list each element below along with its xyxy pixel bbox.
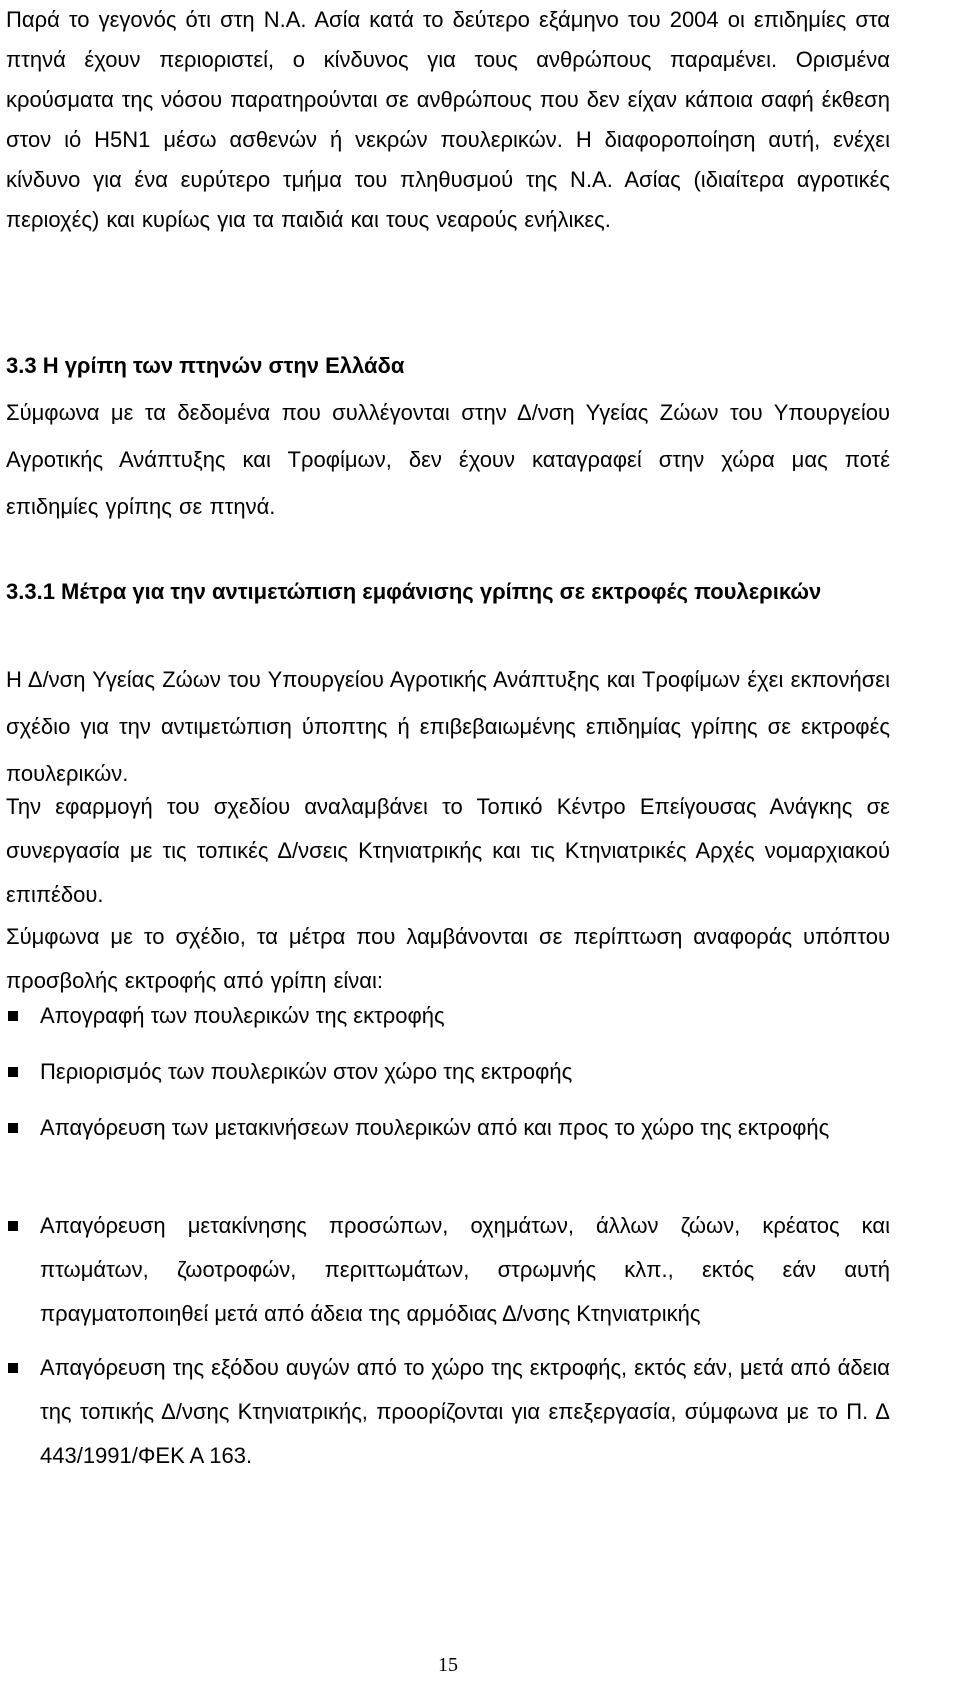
page-number: 15 xyxy=(438,1654,458,1676)
list-item-text: Περιορισμός των πουλερικών στον χώρο της εκτροφής xyxy=(40,1059,573,1084)
list-item-text: Απογραφή των πουλερικών της εκτροφής xyxy=(40,1003,445,1028)
square-bullet-icon xyxy=(8,1067,18,1077)
square-bullet-icon xyxy=(8,1011,18,1021)
square-bullet-icon xyxy=(8,1221,18,1231)
list-item-text: Απαγόρευση μετακίνησης προσώπων, οχημάτων, άλλων ζώων, κρέατος και πτωμάτων, ζωοτροφών, περιττωμάτων, στρωμνής κλπ., εκτός εάν αυτή πραγματοποιηθεί μετά από άδεια της αρμόδιας Δ/νσης Κτηνιατρικής xyxy=(40,1213,890,1326)
measures-intro-paragraph: Σύμφωνα με το σχέδιο, τα μέτρα που λαμβάνονται σε περίπτωση αναφοράς υπόπτου προσβολής εκτροφής από γρίπη είναι: xyxy=(6,924,890,993)
intro-paragraph: Παρά το γεγονός ότι στη Ν.Α. Ασία κατά το δεύτερο εξάμηνο του 2004 οι επιδημίες στα πτηνά έχουν περιοριστεί, ο κίνδυνος για τους ανθρώπους παραμένει. Ορισμένα κρούσματα της νόσου παρατηρούνται σε ανθρώπους που δεν είχαν κάποια σαφή έκθεση στον ιό H5N1 μέσω ασθενών ή νεκρών πουλερικών. Η διαφοροποίηση αυτή, ενέχει κίνδυνο για ένα ευρύτερο τμήμα του πληθυσμού της Ν.Α. Ασίας (ιδιαίτερα αγροτικές περιοχές) και κυρίως για τα παιδιά και τους νεαρούς ενήλικες. xyxy=(6,7,890,232)
list-item xyxy=(6,1204,890,1336)
list-item xyxy=(6,1106,890,1150)
section-3-3-1-heading: 3.3.1 Μέτρα για την αντιμετώπιση εμφάνισης γρίπης σε εκτροφές πουλερικών xyxy=(6,579,822,604)
section-3-3-heading: 3.3 Η γρίπη των πτηνών στην Ελλάδα xyxy=(6,353,405,378)
measures-plan-paragraph: Η Δ/νση Υγείας Ζώων του Υπουργείου Αγροτικής Ανάπτυξης και Τροφίμων έχει εκπονήσει σχέδιο για την αντιμετώπιση ύποπτης ή επιβεβαιωμένης επιδημίας γρίπης σε εκτροφές πουλερικών. xyxy=(6,667,890,786)
square-bullet-icon xyxy=(8,1363,18,1373)
section-3-3-paragraph: Σύμφωνα με τα δεδομένα που συλλέγονται στην Δ/νση Υγείας Ζώων του Υπουργείου Αγροτικής Ανάπτυξης και Τροφίμων, δεν έχουν καταγραφεί στην χώρα μας ποτέ επιδημίες γρίπης σε πτηνά. xyxy=(6,400,890,519)
plan-implementation-paragraph: Την εφαρμογή του σχεδίου αναλαμβάνει το Τοπικό Κέντρο Επείγουσας Ανάγκης σε συνεργασία με τις τοπικές Δ/νσεις Κτηνιατρικής και τις Κτηνιατρικές Αρχές νομαρχιακού επιπέδου. xyxy=(6,794,890,907)
list-item-text: Απαγόρευση των μετακινήσεων πουλερικών από και προς το χώρο της εκτροφής xyxy=(40,1115,830,1140)
list-item-text: Απαγόρευση της εξόδου αυγών από το χώρο της εκτροφής, εκτός εάν, μετά από άδεια της τοπικής Δ/νσης Κτηνιατρικής, προορίζονται για επεξεργασία, σύμφωνα με το Π. Δ 443/1991/ΦΕΚ Α 163. xyxy=(40,1355,890,1468)
list-item xyxy=(6,1050,890,1094)
list-item xyxy=(6,994,890,1038)
square-bullet-icon xyxy=(8,1123,18,1133)
list-item xyxy=(6,1346,890,1478)
